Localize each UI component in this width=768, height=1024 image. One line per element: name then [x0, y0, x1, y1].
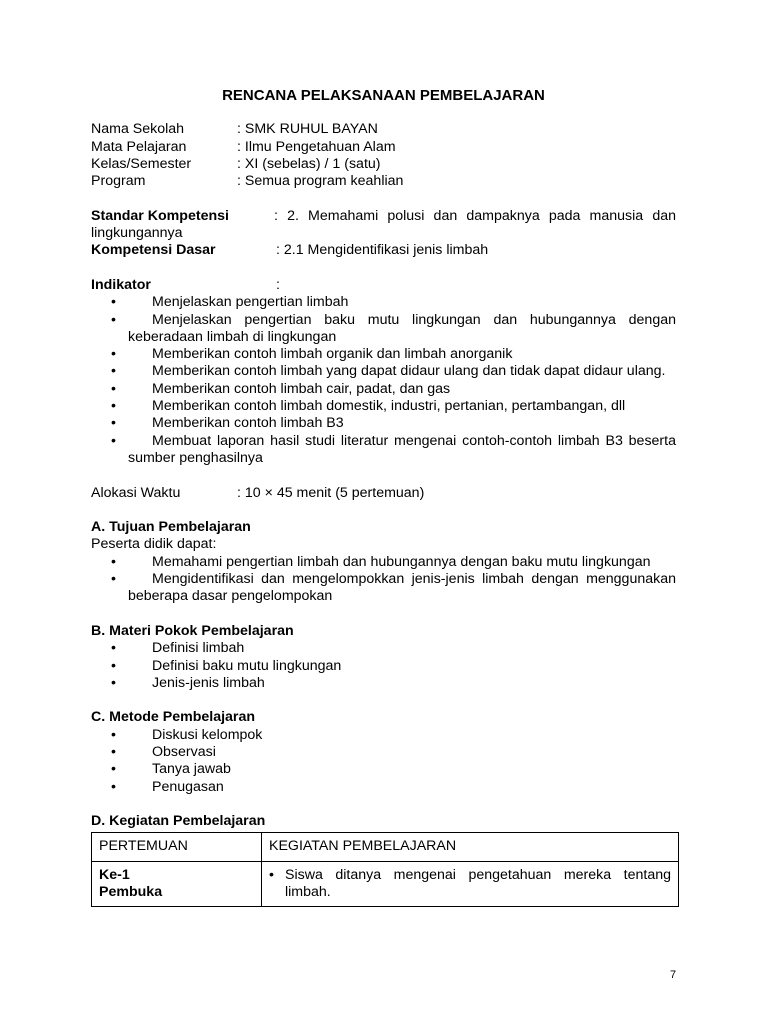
list-item-text: Tanya jawab	[152, 761, 231, 778]
list-item-text: Memberikan contoh limbah yang dapat didaur ulang dan tidak dapat didaur ulang.	[152, 363, 666, 380]
section-b-heading: B. Materi Pokok Pembelajaran	[91, 622, 294, 639]
list-item-text: Memberikan contoh limbah cair, padat, dan gas	[152, 380, 451, 397]
list-item-text: Jenis-jenis limbah	[152, 674, 265, 691]
activity-item	[269, 867, 671, 902]
identity-block	[91, 121, 676, 190]
identity-row	[91, 173, 676, 190]
list-item-text: Memberikan contoh limbah B3	[152, 415, 344, 432]
list-item	[91, 381, 676, 398]
activity-text: Siswa ditanya mengenai pengetahuan mereka tentang limbah.	[285, 866, 671, 901]
bullet-icon: •	[111, 778, 116, 795]
document-title: RENCANA PELAKSANAAN PEMBELAJARAN	[222, 87, 545, 104]
table-row	[92, 861, 679, 907]
list-item	[91, 433, 676, 468]
bullet-icon: •	[111, 657, 116, 674]
list-item	[91, 761, 676, 778]
list-item	[91, 727, 676, 744]
kompetensi-value: : 2.1 Mengidentifikasi jenis limbah	[276, 242, 489, 259]
list-item	[91, 294, 676, 311]
section-c-heading: C. Metode Pembelajaran	[91, 709, 255, 726]
list-item	[91, 675, 676, 692]
section-b-list	[91, 640, 676, 692]
identity-value: : SMK RUHUL BAYAN	[237, 121, 378, 138]
bullet-icon: •	[111, 726, 116, 743]
document-body	[91, 87, 676, 907]
standar-kompetensi	[91, 208, 676, 243]
list-item-text: Memberikan contoh limbah domestik, industri, pertanian, pertambangan, dll	[152, 398, 626, 415]
indikator-list	[91, 294, 676, 467]
table-header-cell: KEGIATAN PEMBELAJARAN	[262, 833, 679, 861]
identity-label: Kelas/Semester	[91, 155, 192, 172]
list-item	[91, 554, 676, 571]
list-item	[91, 571, 676, 606]
list-item	[91, 779, 676, 796]
activity-cell	[262, 861, 679, 907]
identity-label: Mata Pelajaran	[91, 138, 187, 155]
section-d-heading: D. Kegiatan Pembelajaran	[91, 813, 266, 830]
page-break-mask	[91, 925, 681, 955]
section-c-list	[91, 727, 676, 796]
list-item-text: Menjelaskan pengertian baku mutu lingkungan dan hubungannya dengan keberadaan limbah di lingkungan	[128, 311, 676, 345]
identity-row	[91, 139, 676, 156]
bullet-icon: •	[111, 294, 116, 311]
table-header-cell: PERTEMUAN	[92, 833, 262, 861]
indikator-label: Indikator	[91, 276, 151, 293]
identity-row	[91, 156, 676, 173]
list-item-text: Penugasan	[152, 778, 224, 795]
section-a-list	[91, 554, 676, 606]
kompetensi-label: Kompetensi Dasar	[91, 242, 216, 259]
alokasi-value: : 10 × 45 menit (5 pertemuan)	[237, 484, 425, 501]
bullet-icon: •	[111, 415, 116, 432]
bullet-icon: •	[111, 346, 116, 363]
standar-value: : 2. Memahami polusi dan dampaknya pada manusia dan lingkungannya	[91, 207, 676, 242]
bullet-icon: •	[111, 571, 116, 588]
indikator-heading-row	[91, 277, 676, 294]
table-header-row	[92, 833, 679, 861]
bullet-icon: •	[111, 363, 116, 380]
list-item	[91, 640, 676, 657]
identity-row	[91, 121, 676, 138]
indikator-colon: :	[276, 276, 280, 293]
page-number: 7	[670, 969, 677, 981]
list-item	[91, 658, 676, 675]
list-item-text: Menjelaskan pengertian limbah	[152, 294, 349, 311]
list-item	[91, 415, 676, 432]
list-item-text: Definisi limbah	[152, 640, 245, 657]
kompetensi-dasar	[91, 242, 676, 259]
list-item-text: Mengidentifikasi dan mengelompokkan jenis-jenis limbah dengan menggunakan beberapa dasar pengelompokan	[128, 571, 676, 605]
activity-table	[91, 832, 679, 907]
list-item	[91, 312, 676, 347]
list-item-text: Definisi baku mutu lingkungan	[152, 657, 342, 674]
standar-label: Standar Kompetensi	[91, 207, 229, 224]
list-item-text: Membuat laporan hasil studi literatur mengenai contoh-contoh limbah B3 beserta sumber penghasilnya	[128, 432, 676, 466]
alokasi-waktu	[91, 485, 676, 502]
list-item	[91, 398, 676, 415]
list-item-text: Memahami pengertian limbah dan hubungannya dengan baku mutu lingkungan	[152, 553, 651, 570]
identity-label: Program	[91, 173, 146, 190]
bullet-icon: •	[111, 674, 116, 691]
list-item-text: Memberikan contoh limbah organik dan limbah anorganik	[152, 346, 513, 363]
list-item	[91, 363, 676, 380]
bullet-icon: •	[111, 398, 116, 415]
bullet-icon: •	[111, 432, 116, 449]
identity-value: : XI (sebelas) / 1 (satu)	[237, 155, 381, 172]
identity-value: : Ilmu Pengetahuan Alam	[237, 138, 396, 155]
meeting-phase: Pembuka	[99, 884, 163, 901]
bullet-icon: •	[111, 380, 116, 397]
bullet-icon: •	[269, 866, 274, 883]
list-item-text: Observasi	[152, 743, 216, 760]
identity-label: Nama Sekolah	[91, 121, 185, 138]
bullet-icon: •	[111, 743, 116, 760]
list-item-text: Diskusi kelompok	[152, 726, 263, 743]
bullet-icon: •	[111, 553, 116, 570]
list-item	[91, 346, 676, 363]
section-a-intro: Peserta didik dapat:	[91, 536, 217, 553]
meeting-cell	[92, 861, 262, 907]
bullet-icon: •	[111, 311, 116, 328]
list-item	[91, 744, 676, 761]
section-a-heading: A. Tujuan Pembelajaran	[91, 519, 251, 536]
bullet-icon: •	[111, 761, 116, 778]
meeting-number: Ke-1	[99, 866, 130, 883]
identity-value: : Semua program keahlian	[237, 173, 404, 190]
bullet-icon: •	[111, 640, 116, 657]
alokasi-label: Alokasi Waktu	[91, 484, 181, 501]
